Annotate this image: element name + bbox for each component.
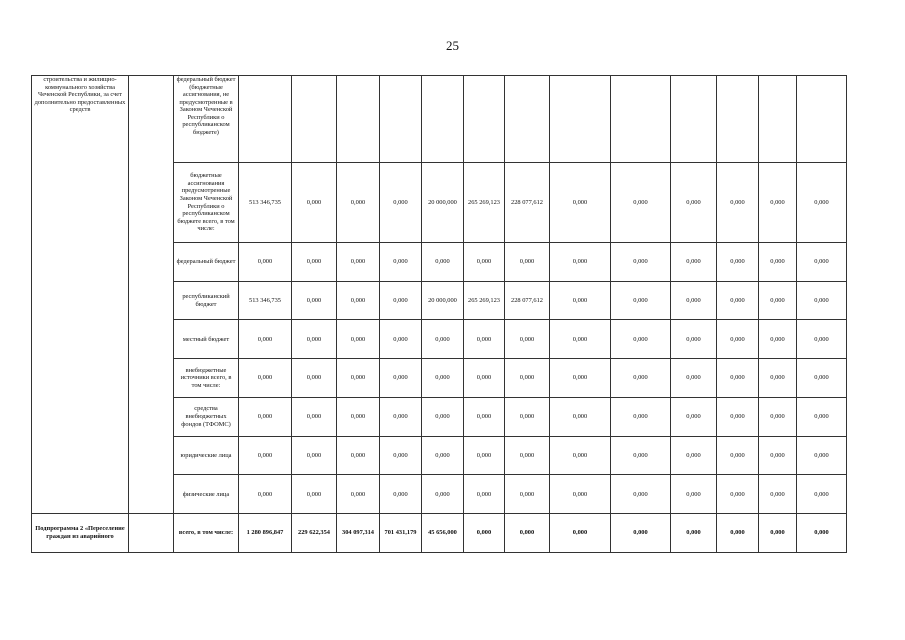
value-cell: 0,000 [380,320,422,359]
value-cell: 0,000 [422,436,464,475]
value-cell: 0,000 [505,359,550,398]
funding-source-cell: федеральный бюджет (бюджетные ассигнования, не предусмотренные в Законом Чеченской Республики о республиканском бюджете) [174,76,239,163]
value-cell [292,76,337,163]
value-cell: 0,000 [380,436,422,475]
value-cell: 265 269,123 [464,281,505,320]
value-cell: 0,000 [797,243,847,282]
funding-source-cell: федеральный бюджет [174,243,239,282]
value-cell: 0,000 [611,359,671,398]
table-row [32,76,847,163]
value-cell: 0,000 [550,320,611,359]
budget-table-body [32,76,847,553]
value-cell: 0,000 [292,359,337,398]
value-cell: 0,000 [550,475,611,514]
value-cell: 0,000 [505,243,550,282]
value-cell: 0,000 [759,163,797,243]
value-cell: 0,000 [611,514,671,553]
funding-source-cell: республиканский бюджет [174,281,239,320]
value-cell: 0,000 [611,436,671,475]
value-cell: 0,000 [422,243,464,282]
value-cell: 0,000 [717,514,759,553]
value-cell: 0,000 [759,436,797,475]
executor-cell [129,76,174,514]
value-cell: 0,000 [671,281,717,320]
value-cell: 0,000 [422,359,464,398]
funding-source-cell: всего, в том числе: [174,514,239,553]
value-cell: 0,000 [671,163,717,243]
value-cell: 0,000 [797,359,847,398]
value-cell: 0,000 [239,436,292,475]
value-cell: 701 431,179 [380,514,422,553]
value-cell: 0,000 [337,243,380,282]
subprogram-name-cell: Подпрограмма 2 «Переселение граждан из аварийного [32,514,129,553]
funding-source-cell: физические лица [174,475,239,514]
value-cell [671,76,717,163]
value-cell: 0,000 [292,281,337,320]
value-cell: 0,000 [759,514,797,553]
value-cell: 0,000 [717,436,759,475]
value-cell [505,76,550,163]
value-cell: 0,000 [292,243,337,282]
value-cell [717,76,759,163]
value-cell: 0,000 [505,514,550,553]
value-cell: 0,000 [505,436,550,475]
value-cell [337,76,380,163]
executor-cell [129,514,174,553]
value-cell: 0,000 [464,475,505,514]
value-cell: 0,000 [550,436,611,475]
value-cell: 0,000 [337,320,380,359]
value-cell [422,76,464,163]
value-cell: 228 077,612 [505,281,550,320]
value-cell: 20 000,000 [422,281,464,320]
value-cell: 0,000 [422,320,464,359]
value-cell: 0,000 [797,281,847,320]
funding-source-cell: бюджетные ассигнования предусмотренные Законом Чеченской Республики о республиканском бюджете всего, в том числе: [174,163,239,243]
value-cell [239,76,292,163]
value-cell: 0,000 [797,475,847,514]
value-cell: 0,000 [380,475,422,514]
value-cell: 0,000 [611,163,671,243]
value-cell: 0,000 [464,243,505,282]
value-cell: 0,000 [422,397,464,436]
value-cell: 513 346,735 [239,281,292,320]
value-cell: 513 346,735 [239,163,292,243]
value-cell: 0,000 [422,475,464,514]
value-cell: 0,000 [380,163,422,243]
value-cell: 0,000 [550,281,611,320]
value-cell: 0,000 [671,243,717,282]
value-cell: 0,000 [292,320,337,359]
value-cell: 0,000 [611,320,671,359]
value-cell: 0,000 [239,397,292,436]
value-cell: 0,000 [550,514,611,553]
value-cell [464,76,505,163]
value-cell: 0,000 [717,281,759,320]
value-cell: 0,000 [797,163,847,243]
value-cell: 0,000 [292,163,337,243]
value-cell: 0,000 [505,397,550,436]
value-cell [380,76,422,163]
value-cell: 0,000 [759,320,797,359]
value-cell: 0,000 [337,281,380,320]
value-cell: 0,000 [337,359,380,398]
value-cell: 0,000 [611,397,671,436]
value-cell: 0,000 [464,436,505,475]
funding-source-cell: местный бюджет [174,320,239,359]
value-cell: 0,000 [380,397,422,436]
value-cell: 0,000 [671,397,717,436]
value-cell: 0,000 [611,281,671,320]
value-cell: 0,000 [797,514,847,553]
value-cell: 0,000 [380,281,422,320]
value-cell: 0,000 [717,475,759,514]
value-cell: 0,000 [671,436,717,475]
value-cell: 0,000 [717,163,759,243]
value-cell: 0,000 [239,475,292,514]
value-cell: 0,000 [759,359,797,398]
value-cell: 0,000 [611,475,671,514]
value-cell: 0,000 [239,243,292,282]
value-cell: 0,000 [239,359,292,398]
value-cell: 0,000 [671,359,717,398]
value-cell: 20 000,000 [422,163,464,243]
value-cell: 0,000 [671,514,717,553]
page-number: 25 [446,38,459,53]
value-cell: 0,000 [759,243,797,282]
value-cell: 0,000 [550,397,611,436]
value-cell: 0,000 [292,436,337,475]
value-cell: 0,000 [759,397,797,436]
value-cell: 0,000 [464,514,505,553]
value-cell: 228 077,612 [505,163,550,243]
subprogram-row [32,514,847,553]
value-cell: 0,000 [505,320,550,359]
value-cell: 0,000 [464,397,505,436]
value-cell: 0,000 [464,359,505,398]
value-cell: 0,000 [671,475,717,514]
value-cell: 0,000 [797,320,847,359]
value-cell: 0,000 [292,475,337,514]
value-cell [550,76,611,163]
value-cell: 0,000 [550,243,611,282]
value-cell: 0,000 [337,475,380,514]
value-cell [611,76,671,163]
value-cell: 0,000 [671,320,717,359]
value-cell: 0,000 [337,397,380,436]
value-cell: 0,000 [550,163,611,243]
value-cell: 0,000 [717,320,759,359]
value-cell: 0,000 [380,359,422,398]
value-cell: 0,000 [292,397,337,436]
value-cell: 0,000 [337,436,380,475]
value-cell: 0,000 [717,397,759,436]
value-cell: 0,000 [759,475,797,514]
value-cell: 0,000 [505,475,550,514]
value-cell: 45 656,000 [422,514,464,553]
value-cell: 0,000 [797,436,847,475]
value-cell [797,76,847,163]
program-name-cell: строительства и жилищно-коммунального хозяйства Чеченской Республики, за счет дополнительно предоставленных средств [32,76,129,514]
value-cell: 0,000 [239,320,292,359]
value-cell: 0,000 [550,359,611,398]
funding-source-cell: юридические лица [174,436,239,475]
value-cell: 0,000 [797,397,847,436]
value-cell: 0,000 [380,243,422,282]
budget-table [31,75,847,553]
value-cell [759,76,797,163]
value-cell: 229 622,354 [292,514,337,553]
value-cell: 0,000 [717,359,759,398]
value-cell: 265 269,123 [464,163,505,243]
value-cell: 0,000 [611,243,671,282]
value-cell: 0,000 [759,281,797,320]
value-cell: 0,000 [464,320,505,359]
value-cell: 0,000 [717,243,759,282]
funding-source-cell: средства внебюджетных фондов (ТФОМС) [174,397,239,436]
value-cell: 0,000 [337,163,380,243]
value-cell: 1 280 896,847 [239,514,292,553]
funding-source-cell: внебюджетные источники всего, в том числе: [174,359,239,398]
value-cell: 304 097,314 [337,514,380,553]
